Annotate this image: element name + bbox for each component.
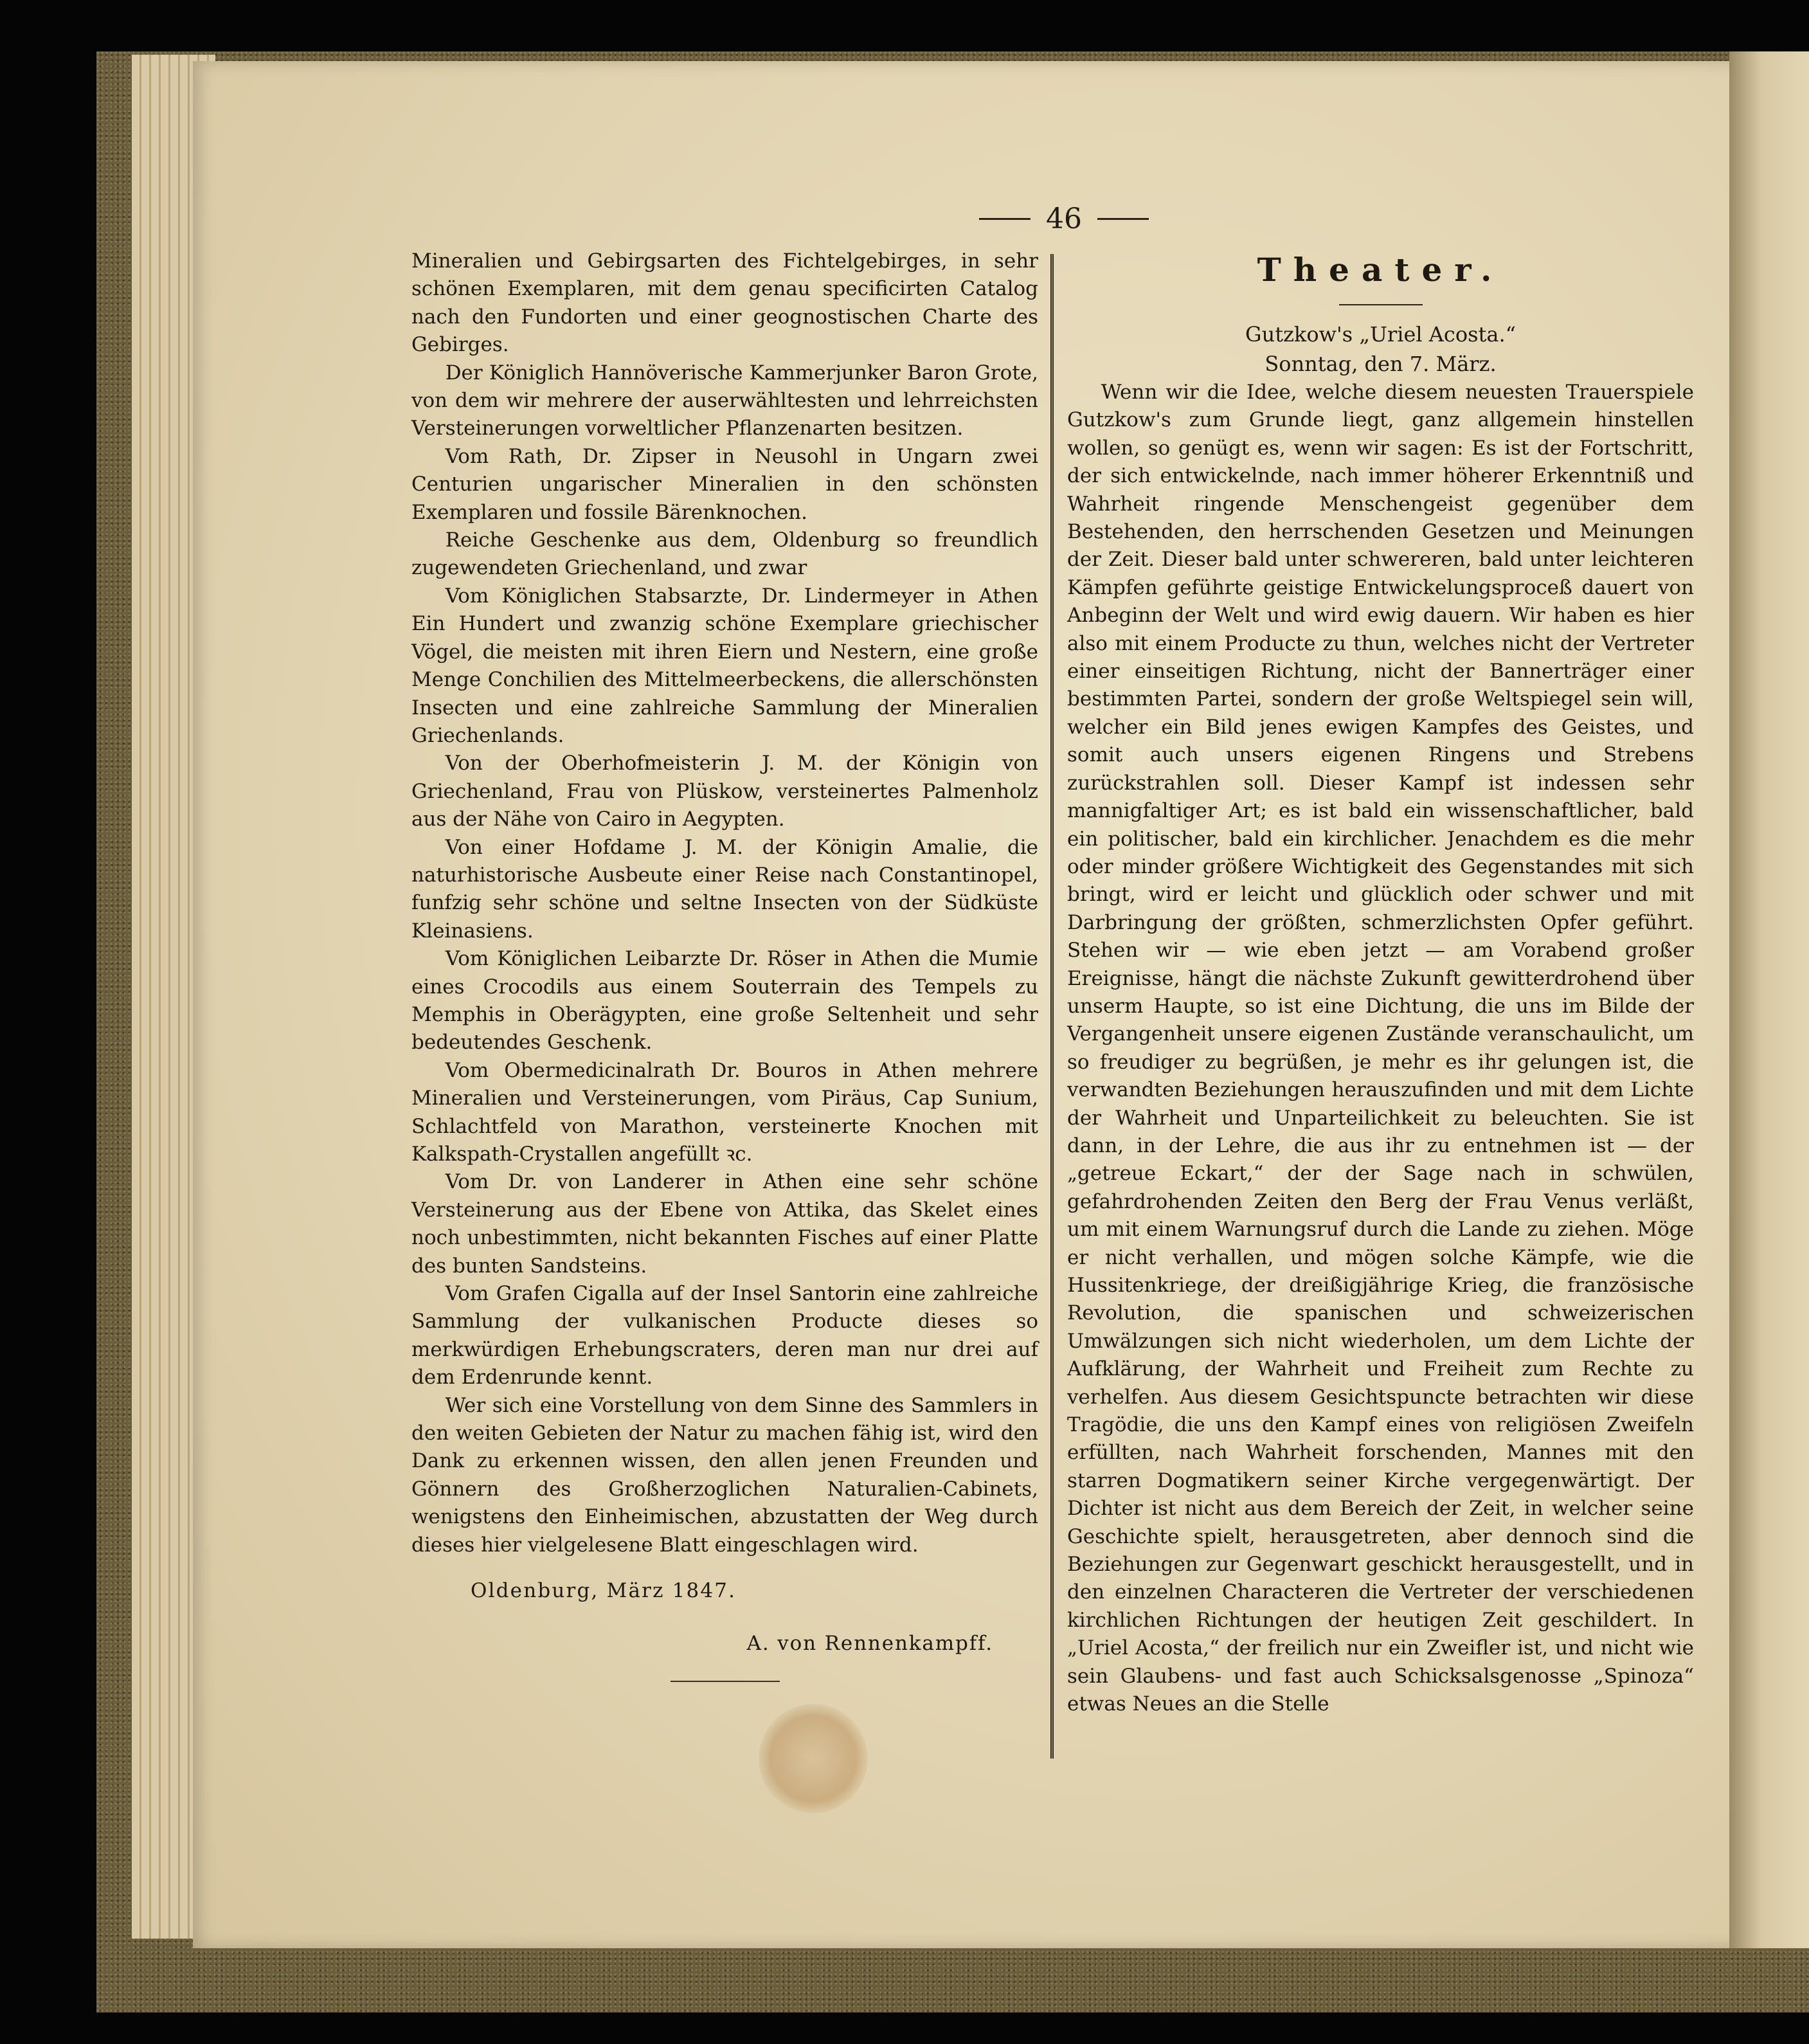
page-header	[958, 199, 1170, 238]
paragraph: Der Königlich Hannöverische Kammerjunker Baron Grote, von dem wir mehrere der auserwähltesten und lehrreichsten Versteinerungen vorweltlicher Pflanzenarten besitzen.	[411, 361, 1038, 440]
page-number: 46	[1046, 202, 1082, 235]
signature: A. von Rennenkampff.	[746, 1631, 993, 1655]
column-divider	[1050, 254, 1054, 1759]
paragraph: Vom Rath, Dr. Zipser in Neusohl in Ungarn zwei Centurien ungarischer Mineralien in den schönsten Exemplaren und fossile Bärenknochen.	[411, 444, 1038, 524]
paragraph: Mineralien und Gebirgsarten des Fichtelgebirges, in sehr schönen Exemplaren, mit dem genau specificirten Catalog nach den Fundorten und einer geognostischen Charte des Gebirges.	[411, 249, 1038, 357]
left-column	[411, 248, 1038, 1682]
water-stain	[759, 1704, 868, 1813]
paragraph: Vom Dr. von Landerer in Athen eine sehr schöne Versteinerung aus der Ebene von Attika, das Skelet eines noch unbestimmten, nicht bekannten Fisches auf einer Platte des bunten Sandsteins.	[411, 1170, 1038, 1278]
right-column	[1067, 248, 1694, 1719]
article-date: Sonntag, den 7. März.	[1264, 352, 1497, 376]
header-rule-left	[979, 218, 1030, 220]
paragraph: Wer sich eine Vorstellung von dem Sinne des Sammlers in den weiten Gebieten der Natur zu machen fähig ist, wird den Dank zu erkennen wissen, den allen jenen Freunden und Gönnern des Großherzoglichen Naturalien-Cabinets, wenigstens den Einheimischen, abzustatten der Weg durch dieses hier vielgelesene Blatt eingeschlagen wird.	[411, 1393, 1038, 1557]
header-rule-right	[1097, 218, 1149, 220]
paragraph: Vom Grafen Cigalla auf der Insel Santorin eine zahlreiche Sammlung der vulkanischen Producte dieses so merkwürdigen Erhebungscraters, deren man nur drei auf dem Erdenrunde kennt.	[411, 1282, 1038, 1389]
facing-page-edge	[1729, 51, 1809, 1948]
dateline: Oldenburg, März 1847.	[471, 1579, 737, 1603]
paragraph: Von der Oberhofmeisterin J. M. der Königin von Griechenland, Frau von Plüskow, versteinertes Palmenholz aus der Nähe von Cairo in Aegypten.	[411, 752, 1038, 831]
paragraph: Vom Königlichen Leibarzte Dr. Röser in Athen die Mumie eines Crocodils aus einem Souterrain des Tempels zu Memphis in Oberägypten, eine große Seltenheit und sehr bedeutendes Geschenk.	[411, 947, 1038, 1054]
section-title: Theater.	[1257, 251, 1504, 289]
paragraph: Vom Obermedicinalrath Dr. Bouros in Athen mehrere Mineralien und Versteinerungen, vom Piräus, Cap Sunium, Schlachtfeld von Marathon, versteinerte Knochen mit Kalkspath-Crystallen angefüllt ꝛc.	[411, 1058, 1038, 1166]
paragraph: Reiche Geschenke aus dem, Oldenburg so freundlich zugewendeten Griechenland, und zwar	[411, 529, 1038, 580]
paragraph: Wenn wir die Idee, welche diesem neuesten Trauerspiele Gutzkow's zum Grunde liegt, ganz allgemein hinstellen wollen, so genügt es, wenn wir sagen: Es ist der Fortschritt, der sich entwickelnde, nach immer höherer Erkenntniß und Wahrheit ringende Menschengeist gegenüber dem Bestehenden, den herrschenden Gesetzen und Meinungen der Zeit. Dieser bald unter schwereren, bald unter leichteren Kämpfen geführte geistige Entwickelungsproceß dauert von Anbeginn der Welt und wird ewig dauern. Wir haben es hier also mit einem Producte zu thun, welches nicht der Vertreter einer einseitigen Richtung, nicht der Bannerträger einer bestimmten Partei, sondern der große Weltspiegel sein will, welcher ein Bild jenes ewigen Kampfes des Geistes, und somit auch unsers eigenen Ringens und Strebens zurückstrahlen soll. Dieser Kampf ist indessen sehr mannigfaltiger Art; es ist bald ein wissenschaftlicher, bald ein politischer, bald ein kirchlicher. Jenachdem es die mehr oder minder größere Wichtigkeit des Gegenstandes mit sich bringt, wird er leicht und glücklich oder schwer und mit Darbringung der größten, schmerzlichsten Opfer geführt. Stehen wir — wie eben jetzt — am Vorabend großer Ereignisse, hängt die nächste Zukunft gewitterdrohend über unserm Haupte, so ist eine Dichtung, die uns im Bilde der Vergangenheit unsere eigenen Zustände veranschaulicht, um so freudiger zu begrüßen, je mehr es ihr gelungen ist, die verwandten Beziehungen herauszufinden und mit dem Lichte der Wahrheit und Unparteilichkeit zu beleuchten. Sie ist dann, in der Lehre, die aus ihr zu entnehmen ist — der „getreue Eckart,“ der der Sage nach in schwülen, gefahrdrohenden Zeiten den Berg der Frau Venus verläßt, um mit einem Warnungsruf durch die Lande zu ziehen. Möge er nicht verhallen, und mögen solche Kämpfe, wie die Hussitenkriege, der dreißigjährige Krieg, die französische Revolution, die spanischen und schweizerischen Umwälzungen sich nicht wiederholen, um dem Lichte der Aufklärung, der Wahrheit und Freiheit zum Rechte zu verhelfen. Aus diesem Gesichtspuncte betrachten wir diese Tragödie, die uns den Kampf eines von religiösen Zweifeln erfüllten, nach Wahrheit forschenden, Mannes mit den starren Dogmatikern seiner Kirche vergegenwärtigt. Der Dichter ist nicht aus dem Bereich der Zeit, in welcher seine Geschichte spielt, herausgetreten, aber dennoch sind die Beziehungen zur Gegenwart geschickt herausgestellt, und in den einzelnen Characteren die Vertreter der verschiedenen kirchlichen Richtungen der heutigen Zeit geschildert. In „Uriel Acosta,“ der freilich nur ein Zweifler ist, und nicht wie sein Glaubens- und fast auch Schicksalsgenosse „Spinoza“ etwas Neues an die Stelle	[1067, 381, 1694, 1716]
title-rule	[1339, 304, 1423, 305]
paragraph: Vom Königlichen Stabsarzte, Dr. Lindermeyer in Athen Ein Hundert und zwanzig schöne Exemplare griechischer Vögel, die meisten mit ihren Eiern und Nestern, eine große Menge Conchilien des Mittelmeerbeckens, die allerschönsten Insecten und eine zahlreiche Sammlung der Mineralien Griechenlands.	[411, 584, 1038, 747]
article-subtitle: Gutzkow's „Uriel Acosta.“	[1245, 322, 1516, 347]
end-rule	[670, 1681, 780, 1682]
paragraph: Von einer Hofdame J. M. der Königin Amalie, die naturhistorische Ausbeute einer Reise nach Constantinopel, funfzig sehr schöne und seltne Insecten von der Südküste Kleinasiens.	[411, 835, 1038, 943]
